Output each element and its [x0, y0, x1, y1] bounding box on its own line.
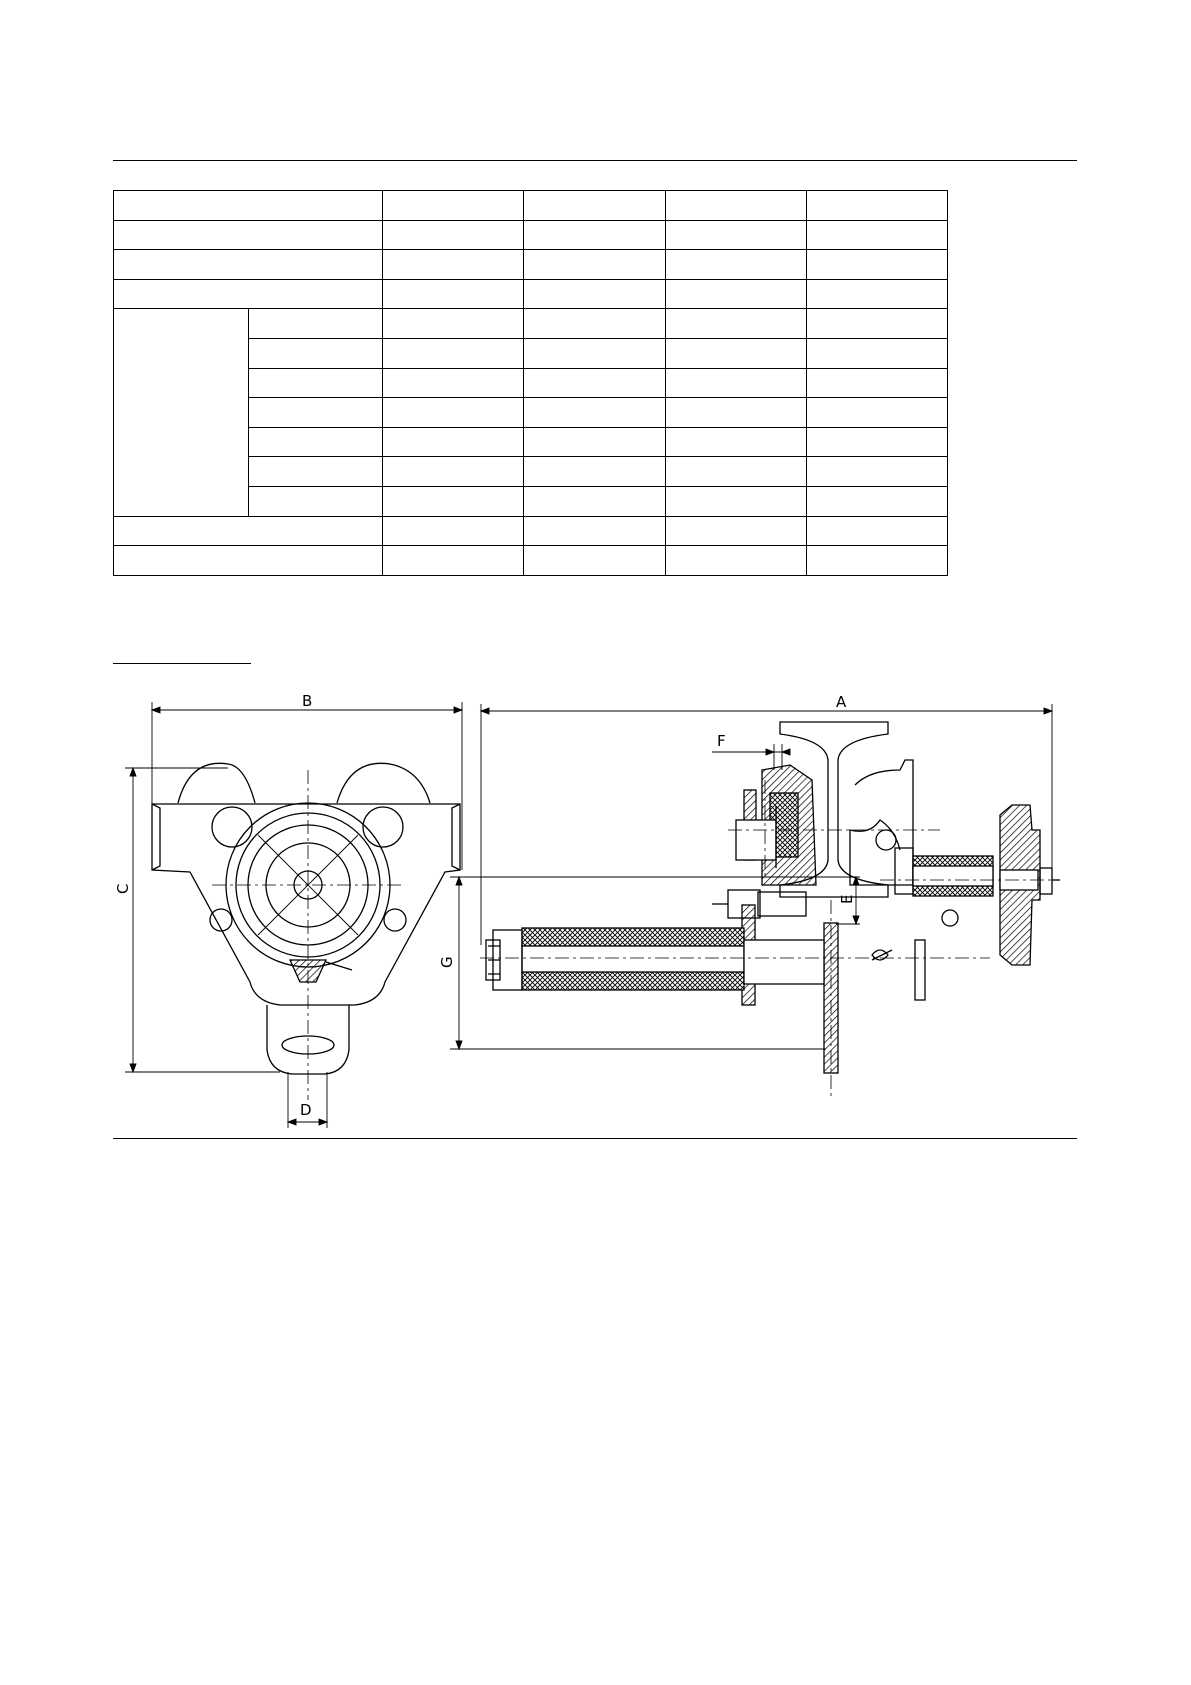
table-cell	[114, 191, 383, 221]
front-view	[152, 763, 460, 1100]
dimension-label-d: D	[300, 1101, 312, 1119]
table-cell	[807, 338, 948, 368]
table-cell	[807, 191, 948, 221]
table-cell	[383, 546, 524, 576]
dimension-label-a: A	[836, 693, 847, 711]
table-cell	[249, 338, 383, 368]
table-cell	[524, 368, 666, 398]
table-cell	[666, 338, 807, 368]
table-cell	[807, 486, 948, 516]
front-view-dimensions	[125, 702, 462, 1128]
table-group-cell	[114, 309, 249, 516]
table-cell	[383, 250, 524, 280]
table-cell	[524, 427, 666, 457]
table-cell	[666, 309, 807, 339]
table-cell	[383, 457, 524, 487]
table-cell	[666, 220, 807, 250]
table-cell	[383, 486, 524, 516]
table-cell	[666, 279, 807, 309]
table-cell	[666, 457, 807, 487]
side-view	[486, 722, 1060, 1073]
table-cell	[249, 486, 383, 516]
table-row	[114, 220, 948, 250]
section-heading-underline	[113, 663, 251, 664]
table-cell	[807, 309, 948, 339]
footer-rule	[113, 1138, 1077, 1139]
table-cell	[666, 368, 807, 398]
table-cell	[807, 516, 948, 546]
table-cell	[524, 279, 666, 309]
table-cell	[383, 516, 524, 546]
table-row	[114, 309, 948, 339]
table-cell	[383, 220, 524, 250]
table-cell	[666, 516, 807, 546]
table-cell	[666, 191, 807, 221]
table-cell	[383, 279, 524, 309]
dimension-label-f: F	[717, 732, 726, 750]
table-row	[114, 279, 948, 309]
table-cell	[249, 427, 383, 457]
table-cell	[807, 279, 948, 309]
table-cell	[524, 457, 666, 487]
dimension-label-e: E	[838, 894, 856, 904]
trolley-technical-drawing	[0, 680, 1191, 1140]
table-cell	[383, 427, 524, 457]
table-cell	[666, 398, 807, 428]
specification-table	[113, 190, 948, 576]
table-row	[114, 191, 948, 221]
table-cell	[666, 486, 807, 516]
dimension-label-b: B	[302, 692, 313, 710]
table-cell	[807, 368, 948, 398]
table-row	[114, 546, 948, 576]
table-cell	[524, 398, 666, 428]
table-cell	[524, 191, 666, 221]
table-cell	[249, 398, 383, 428]
table-row	[114, 250, 948, 280]
table-cell	[383, 191, 524, 221]
table-cell	[249, 368, 383, 398]
table-cell	[807, 250, 948, 280]
table-cell	[807, 457, 948, 487]
table-cell	[666, 546, 807, 576]
table-cell	[114, 516, 383, 546]
table-cell	[383, 338, 524, 368]
table-cell	[524, 516, 666, 546]
table-cell	[249, 457, 383, 487]
table-cell	[807, 546, 948, 576]
table-cell	[383, 309, 524, 339]
table-cell	[524, 338, 666, 368]
table-cell	[383, 368, 524, 398]
table-cell	[524, 220, 666, 250]
table-cell	[114, 220, 383, 250]
table-cell	[524, 309, 666, 339]
table-cell	[524, 250, 666, 280]
table-cell	[114, 546, 383, 576]
table-row	[114, 516, 948, 546]
dimension-label-c: C	[114, 883, 132, 894]
table-cell	[524, 486, 666, 516]
table-cell	[807, 398, 948, 428]
table-cell	[524, 546, 666, 576]
table-cell	[807, 427, 948, 457]
table-cell	[666, 250, 807, 280]
table-cell	[666, 427, 807, 457]
table-cell	[114, 279, 383, 309]
table-cell	[807, 220, 948, 250]
dimension-label-g: G	[438, 956, 456, 968]
header-rule	[113, 160, 1077, 161]
table-cell	[114, 250, 383, 280]
table-cell	[249, 309, 383, 339]
table-cell	[383, 398, 524, 428]
